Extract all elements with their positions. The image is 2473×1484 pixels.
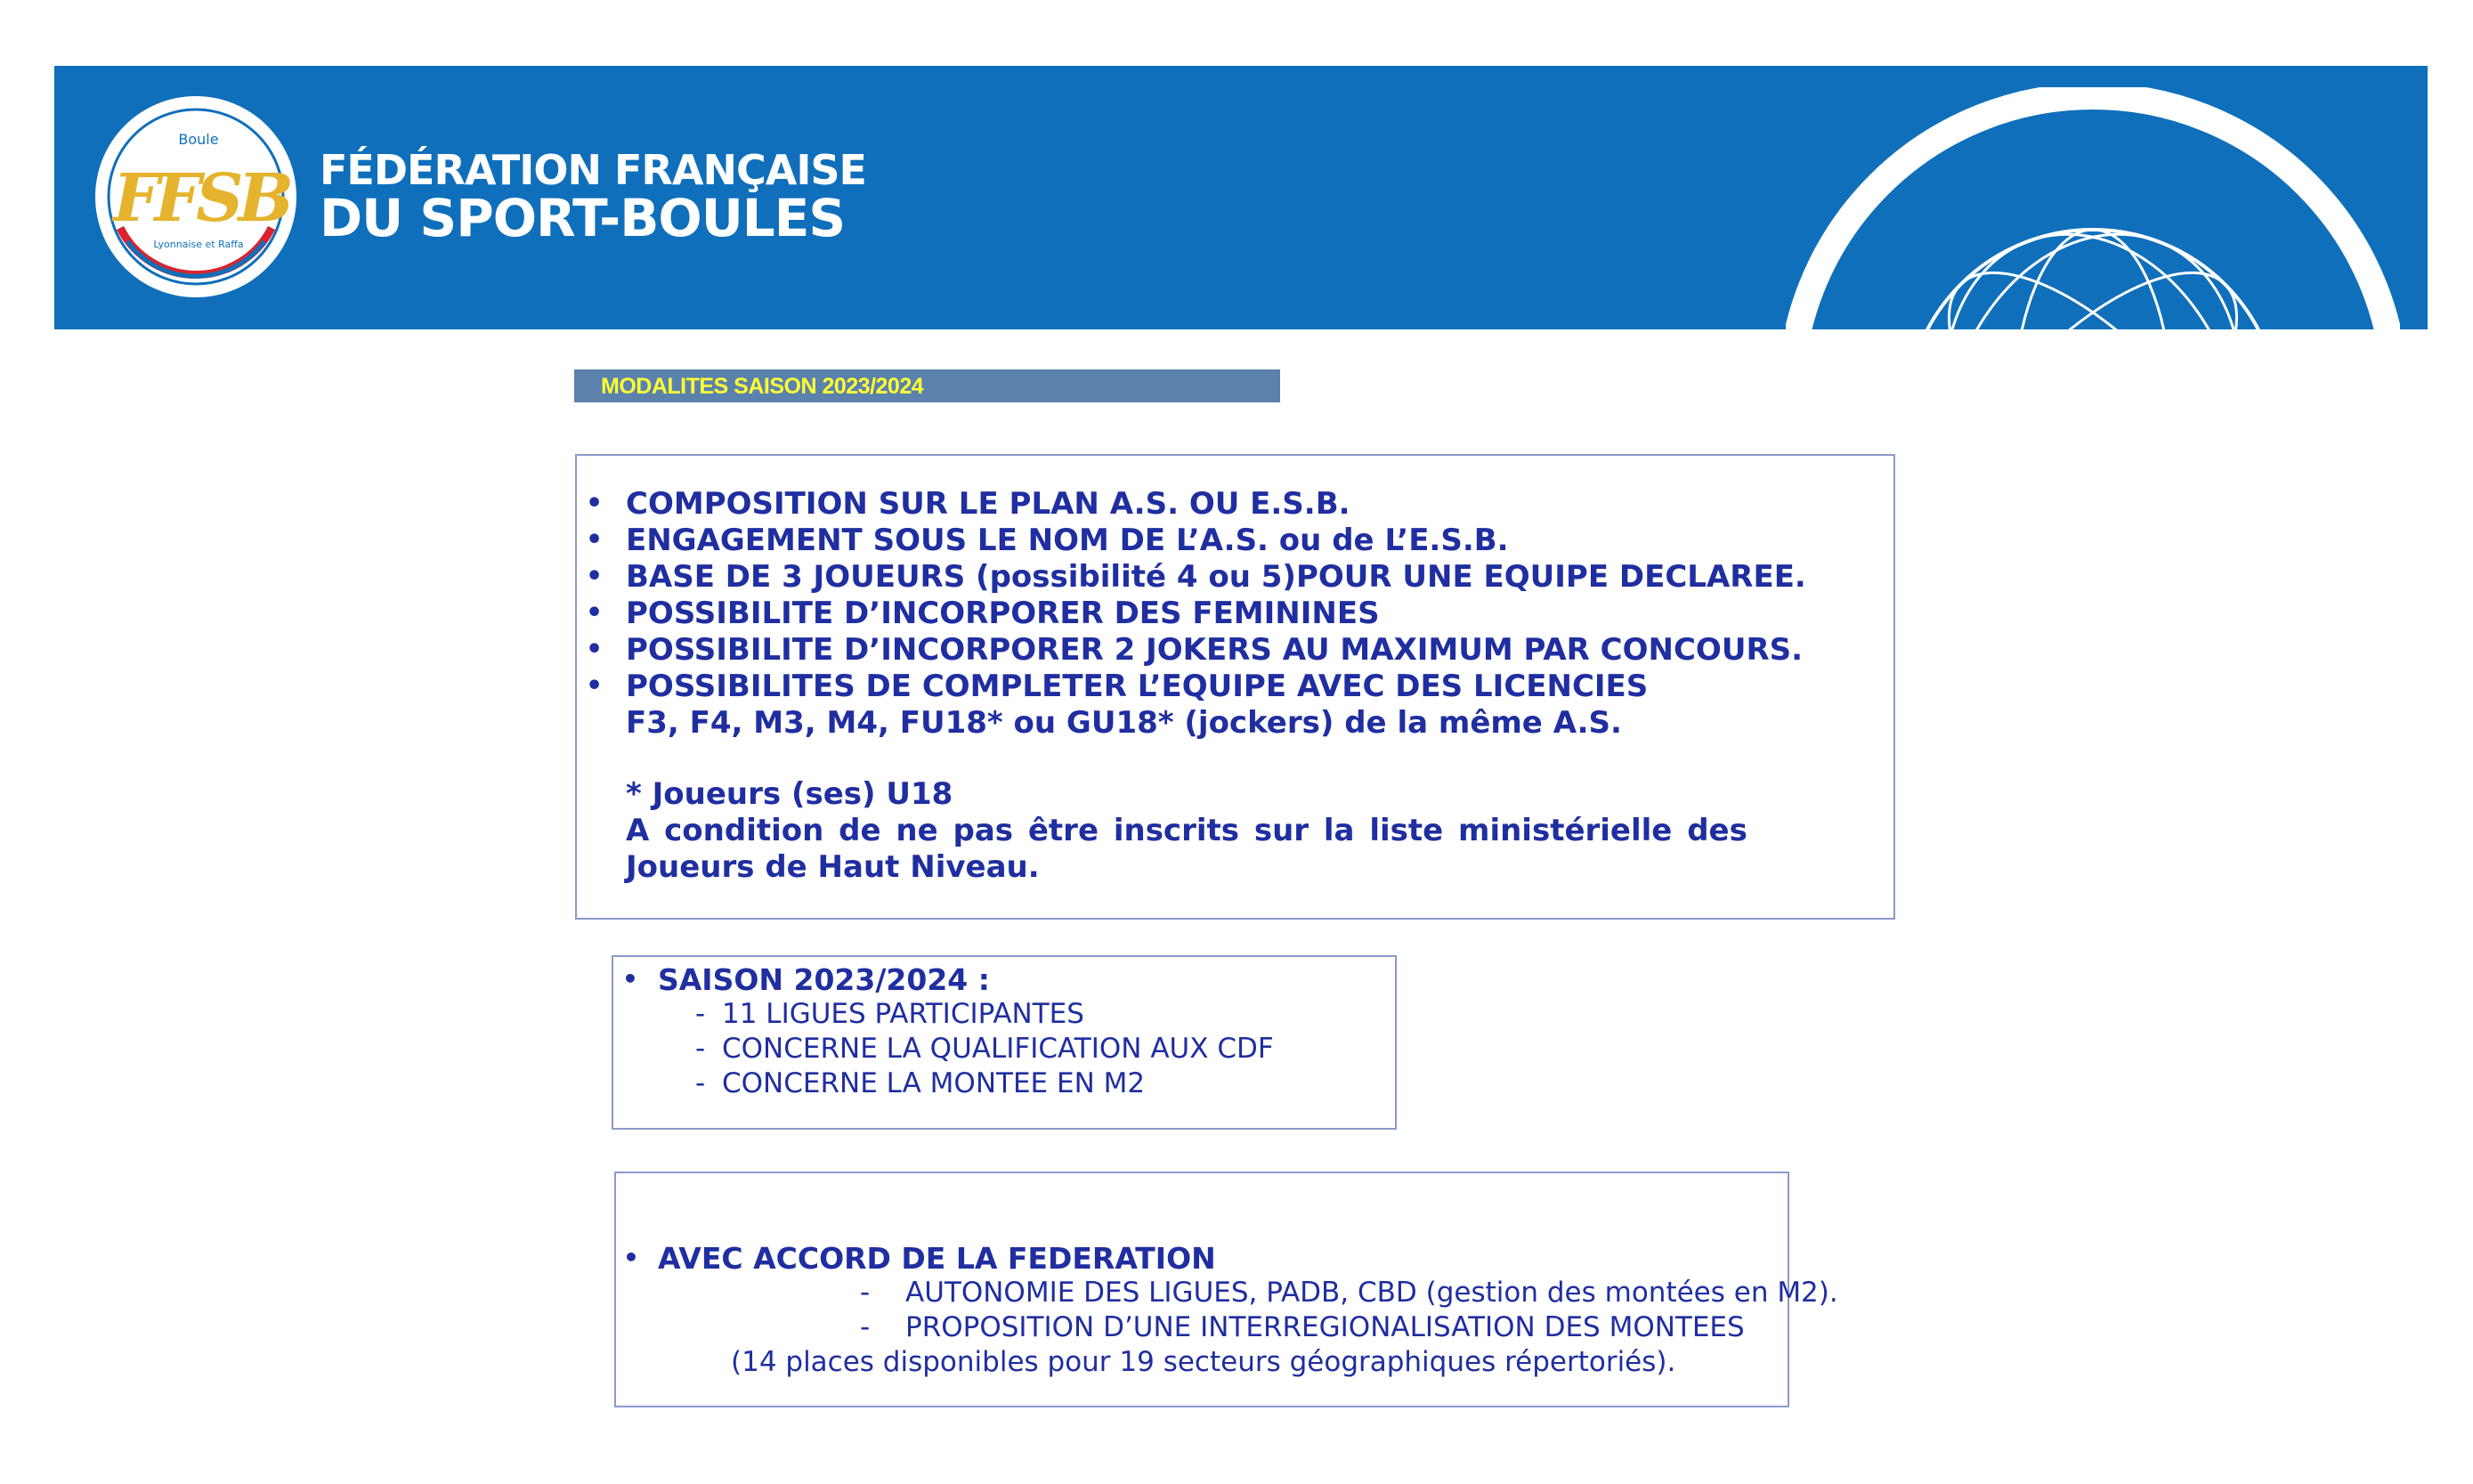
- federation-box-note: (14 places disponibles pour 19 secteurs géographiques répertoriés).: [731, 1346, 1676, 1378]
- note-line: A condition de ne pas être inscrits sur la liste ministérielle des: [626, 813, 1747, 848]
- composition-item: BASE DE 3 JOUEURS (possibilité 4 ou 5)POUR UNE EQUIPE DECLAREE.: [626, 559, 1806, 595]
- dash-icon: -: [695, 1033, 706, 1065]
- season-box-item: CONCERNE LA QUALIFICATION AUX CDF: [722, 1033, 1274, 1065]
- dash-icon: -: [695, 1067, 706, 1099]
- logo-arc-bottom: Lyonnaise et Raffa: [153, 239, 244, 250]
- bullet-icon: •: [586, 597, 604, 628]
- logo-arc-top: Boule: [178, 131, 219, 148]
- dash-icon: -: [695, 998, 706, 1030]
- dash-icon: -: [860, 1311, 871, 1343]
- bullet-icon: •: [586, 488, 604, 519]
- header-banner: [54, 66, 2428, 329]
- composition-item: POSSIBILITE D’INCORPORER 2 JOKERS AU MAXIMUM PAR CONCOURS.: [626, 632, 1804, 668]
- composition-item: COMPOSITION SUR LE PLAN A.S. OU E.S.B.: [626, 486, 1350, 522]
- federation-box-item: AUTONOMIE DES LIGUES, PADB, CBD (gestion des montées en M2).: [905, 1277, 1838, 1309]
- dash-icon: -: [860, 1277, 871, 1309]
- federation-name-line2: DU SPORT-BOULES: [320, 188, 846, 248]
- bullet-icon: •: [586, 634, 604, 665]
- season-box-item: CONCERNE LA MONTEE EN M2: [722, 1067, 1146, 1099]
- composition-item: POSSIBILITES DE COMPLETER L’EQUIPE AVEC DES LICENCIES: [626, 669, 1649, 704]
- composition-item: POSSIBILITE D’INCORPORER DES FEMININES: [626, 596, 1380, 631]
- boule-globe-graphic: [1786, 87, 2400, 329]
- bullet-icon: •: [586, 561, 604, 592]
- composition-item: ENGAGEMENT SOUS LE NOM DE L’A.S. ou de L’E.S.B.: [626, 523, 1509, 558]
- season-title: MODALITES SAISON 2023/2024: [601, 374, 924, 399]
- federation-box-item: PROPOSITION D’UNE INTERREGIONALISATION DES MONTEES: [905, 1311, 1745, 1343]
- season-title-bar: [574, 369, 1280, 402]
- bullet-icon: •: [586, 524, 604, 555]
- ffsb-logo: [93, 94, 298, 299]
- season-box: [612, 955, 1397, 1130]
- logo-letters: FFSB: [113, 160, 289, 237]
- note-line: Joueurs de Haut Niveau.: [626, 849, 1040, 885]
- federation-name-line1: FÉDÉRATION FRANÇAISE: [320, 146, 866, 194]
- bullet-icon: •: [586, 670, 604, 701]
- composition-box: [575, 454, 1895, 920]
- federation-box-title: AVEC ACCORD DE LA FEDERATION: [658, 1241, 1216, 1276]
- federation-box: [614, 1172, 1838, 1407]
- bullet-icon: •: [622, 964, 638, 993]
- season-box-title: SAISON 2023/2024 :: [658, 962, 990, 997]
- note-title: * Joueurs (ses) U18: [626, 776, 953, 812]
- bullet-icon: •: [623, 1243, 639, 1272]
- composition-item-continuation: F3, F4, M3, M4, FU18* ou GU18* (jockers) de la même A.S.: [626, 705, 1622, 741]
- season-box-item: 11 LIGUES PARTICIPANTES: [722, 998, 1084, 1030]
